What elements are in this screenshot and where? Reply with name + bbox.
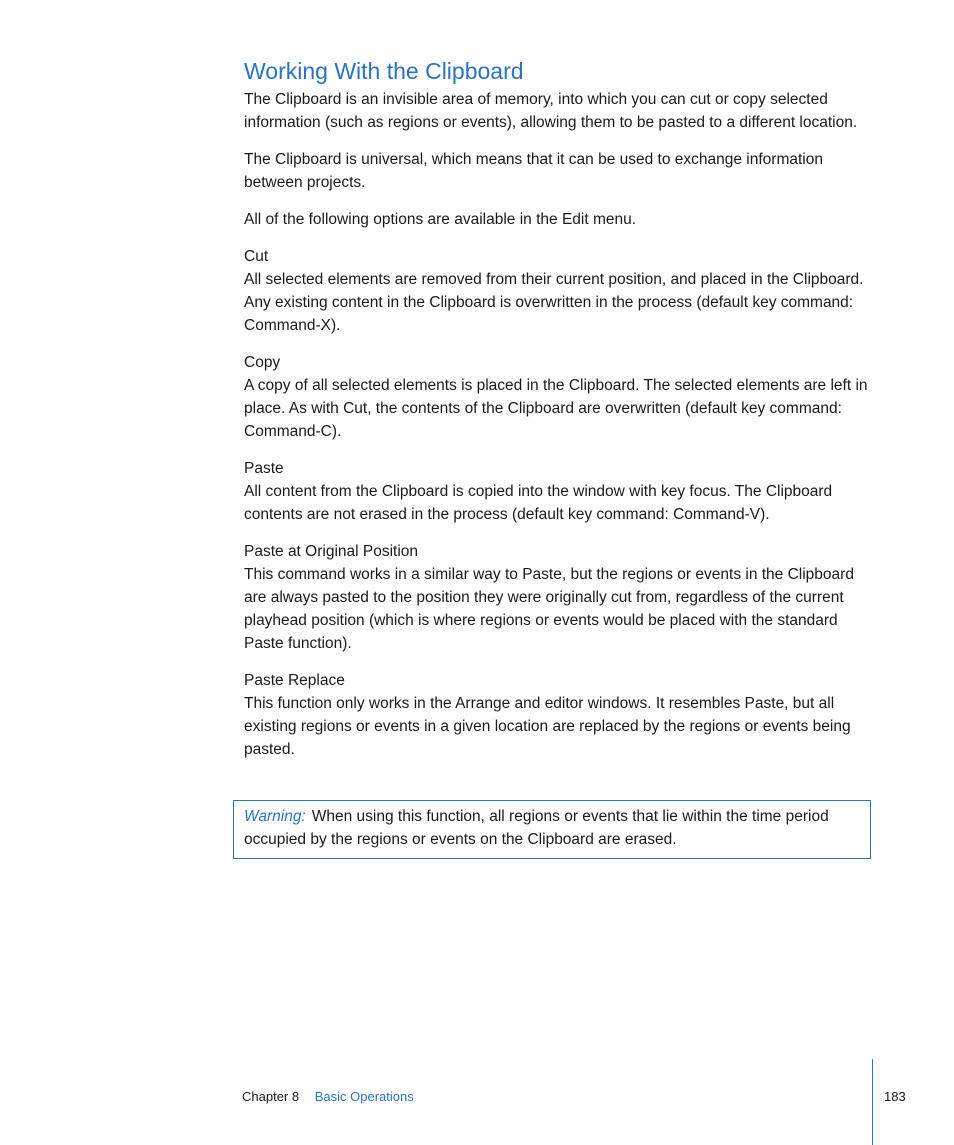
term-description: This command works in a similar way to Paste, but the regions or events in the Clipboard are always pasted to the position they were originally cut from, regardless of the current playhead position (which is where regions or events would be placed with the standard Paste function). [244,566,854,652]
term-heading: Paste at Original Position [244,543,419,560]
warning-text: When using this function, all regions or events that lie within the time period occupied by the regions or events on the Clipboard are erased. [244,808,829,848]
page-footer [242,1088,414,1106]
footer-divider [872,1059,873,1145]
page-number: 183 [884,1089,906,1104]
term-heading: Copy [244,354,281,371]
term-cut [244,245,872,337]
intro-paragraph-3: All of the following options are available in the Edit menu. [244,211,637,228]
term-description: All content from the Clipboard is copied into the window with key focus. The Clipboard contents are not erased in the process (default key command: Command-V). [244,483,833,523]
term-heading: Paste Replace [244,672,345,689]
intro-paragraph-1: The Clipboard is an invisible area of memory, into which you can cut or copy selected information (such as regions or events), allowing them to be pasted to a different location. [244,91,858,131]
term-description: This function only works in the Arrange and editor windows. It resembles Paste, but all existing regions or events in a given location are replaced by the regions or events being pasted. [244,695,851,758]
page-content [244,56,872,775]
warning-box [233,800,871,859]
term-heading: Cut [244,248,269,265]
section-title: Working With the Clipboard [244,58,524,84]
footer-chapter-title: Basic Operations [314,1089,414,1104]
term-description: All selected elements are removed from their current position, and placed in the Clipboard. Any existing content in the Clipboard is overwritten in the process (default key command: Command-X). [244,271,864,334]
term-copy [244,351,872,443]
warning-label: Warning: [244,808,306,825]
term-paste-at-original-position [244,540,872,655]
term-heading: Paste [244,460,284,477]
term-paste-replace [244,669,872,761]
term-description: A copy of all selected elements is placed in the Clipboard. The selected elements are left in place. As with Cut, the contents of the Clipboard are overwritten (default key command: Command-C). [244,377,868,440]
footer-chapter: Chapter 8 [242,1089,300,1104]
term-paste [244,457,872,526]
intro-paragraph-2: The Clipboard is universal, which means that it can be used to exchange information between projects. [244,151,823,191]
